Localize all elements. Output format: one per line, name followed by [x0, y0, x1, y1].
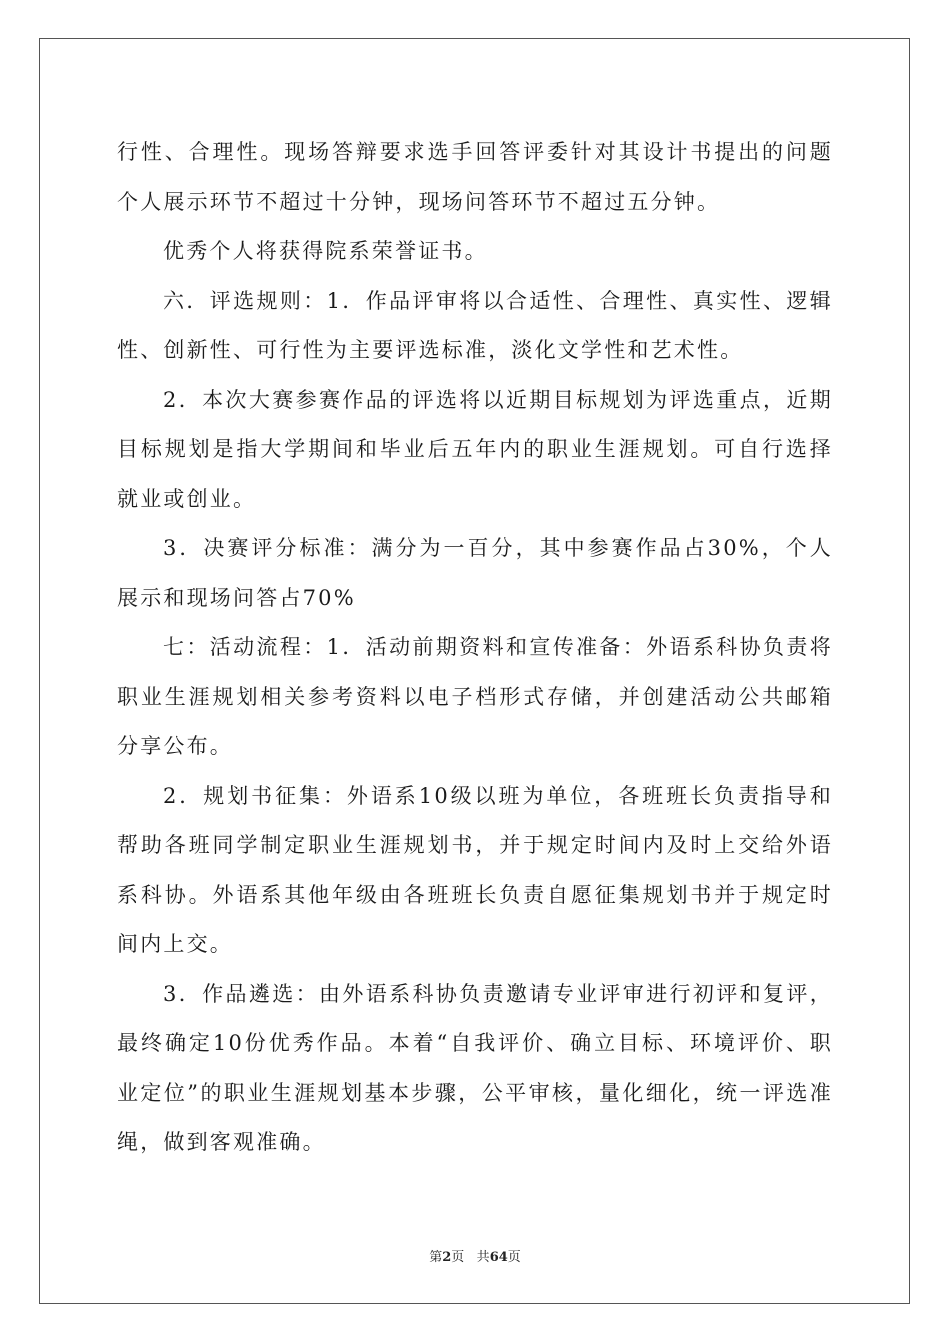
paragraph-8: 3．作品遴选：由外语系科协负责邀请专业评审进行初评和复评，最终确定10份优秀作品。本着“自我评价、确立目标、环境评价、职业定位”的职业生涯规划基本步骤，公平审核，量化细化，统一评选准绳，做到客观准确。 — [117, 981, 833, 1154]
paragraph-6: 七：活动流程：1．活动前期资料和宣传准备：外语系科协负责将职业生涯规划相关参考资料以电子档形式存储，并创建活动公共邮箱分享公布。 — [117, 635, 833, 758]
paragraph-4: 2．本次大赛参赛作品的评选将以近期目标规划为评选重点，近期目标规划是指大学期间和毕业后五年内的职业生涯规划。可自行选择就业或创业。 — [117, 387, 833, 511]
page-current: 2 — [442, 1250, 452, 1265]
paragraph-5: 3．决赛评分标准：满分为一百分，其中参赛作品占30%，个人展示和现场问答占70% — [117, 536, 833, 610]
paragraph-2: 优秀个人将获得院系荣誉证书。 — [163, 239, 488, 263]
total-suffix: 页 — [507, 1250, 521, 1265]
paragraph-1: 行性、合理性。现场答辩要求选手回答评委针对其设计书提出的问题个人展示环节不超过十分钟，现场问答环节不超过五分钟。 — [117, 140, 833, 214]
page-suffix: 页 — [451, 1250, 465, 1265]
page-prefix: 第 — [429, 1250, 443, 1265]
document-body — [117, 128, 833, 1168]
page-footer — [0, 1246, 950, 1265]
page-total: 64 — [489, 1250, 508, 1265]
paragraph-3: 六．评选规则：1．作品评审将以合适性、合理性、真实性、逻辑性、创新性、可行性为主要评选标准，淡化文学性和艺术性。 — [117, 288, 833, 362]
paragraph-7: 2．规划书征集：外语系10级以班为单位，各班班长负责指导和帮助各班同学制定职业生涯规划书，并于规定时间内及时上交给外语系科协。外语系其他年级由各班班长负责自愿征集规划书并于规定时间内上交。 — [117, 783, 833, 956]
total-prefix: 共 — [476, 1250, 490, 1265]
